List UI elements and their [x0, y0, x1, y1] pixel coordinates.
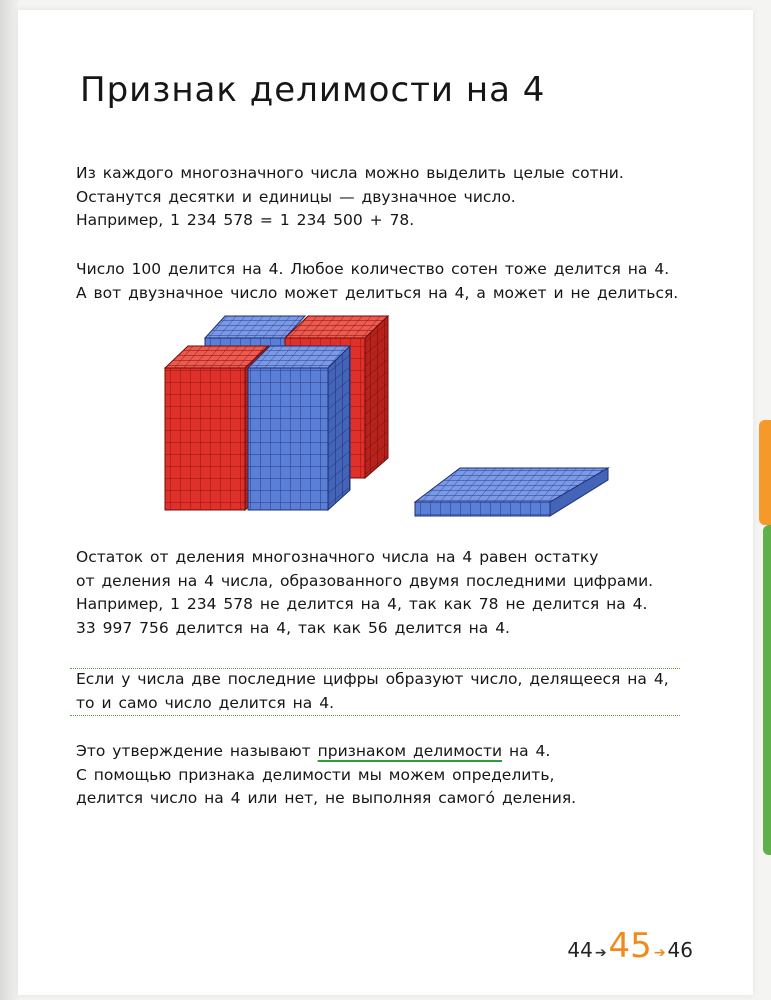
- current-page-number: 45: [608, 926, 652, 966]
- page-navigation: [567, 926, 693, 966]
- hundreds-paragraph: [76, 258, 678, 305]
- remainder-line: 33 997 756 делится на 4, так как 56 делится на 4.: [76, 618, 510, 637]
- intro-line: Например, 1 234 578 = 1 234 500 + 78.: [76, 211, 415, 229]
- hundreds-line: Число 100 делится на 4. Любое количество сотен тоже делится на 4.: [76, 260, 670, 278]
- conclusion-text: Это утверждение называют: [76, 742, 318, 760]
- next-page-number[interactable]: 46: [667, 938, 693, 962]
- arrow-right-icon: ➔: [653, 945, 666, 961]
- book-spine: [0, 0, 18, 1000]
- green-edge-tab: [763, 525, 771, 855]
- arrow-right-icon: ➔: [594, 945, 607, 961]
- remainder-line: Остаток от деления многозначного числа на 4 равен остатку: [76, 548, 599, 566]
- conclusion-line: С помощью признака делимости мы можем определить,: [76, 765, 555, 784]
- conclusion-paragraph: [76, 740, 576, 811]
- divisibility-term: признаком делимости: [317, 742, 503, 760]
- prev-page-number[interactable]: 44: [567, 938, 593, 962]
- blue-tens-flat: [415, 468, 608, 516]
- rule-line: то и само число делится на 4.: [76, 693, 335, 712]
- base-ten-blocks-illustration: [160, 310, 620, 520]
- intro-paragraph: [76, 162, 624, 233]
- intro-line: Останутся десятки и единицы — двузначное число.: [76, 187, 516, 206]
- rule-paragraph: [76, 668, 669, 715]
- orange-edge-tab: [759, 420, 771, 525]
- hundreds-line: А вот двузначное число может делиться на 4, а может и не делиться.: [76, 283, 679, 302]
- remainder-line: от деления на 4 числа, образованного двумя последними цифрами.: [76, 571, 654, 590]
- conclusion-text: на 4.: [502, 742, 551, 760]
- page-title: Признак делимости на 4: [80, 70, 546, 110]
- remainder-paragraph: [76, 546, 653, 640]
- intro-line: Из каждого многозначного числа можно выделить целые сотни.: [76, 164, 624, 182]
- conclusion-line: делится число на 4 или нет, не выполняя самого́ деления.: [76, 789, 577, 807]
- remainder-line: Например, 1 234 578 не делится на 4, так как 78 не делится на 4.: [76, 595, 648, 613]
- rule-line: Если у числа две последние цифры образуют число, делящееся на 4,: [76, 670, 669, 688]
- blue-hundred-cube-front: [248, 346, 350, 510]
